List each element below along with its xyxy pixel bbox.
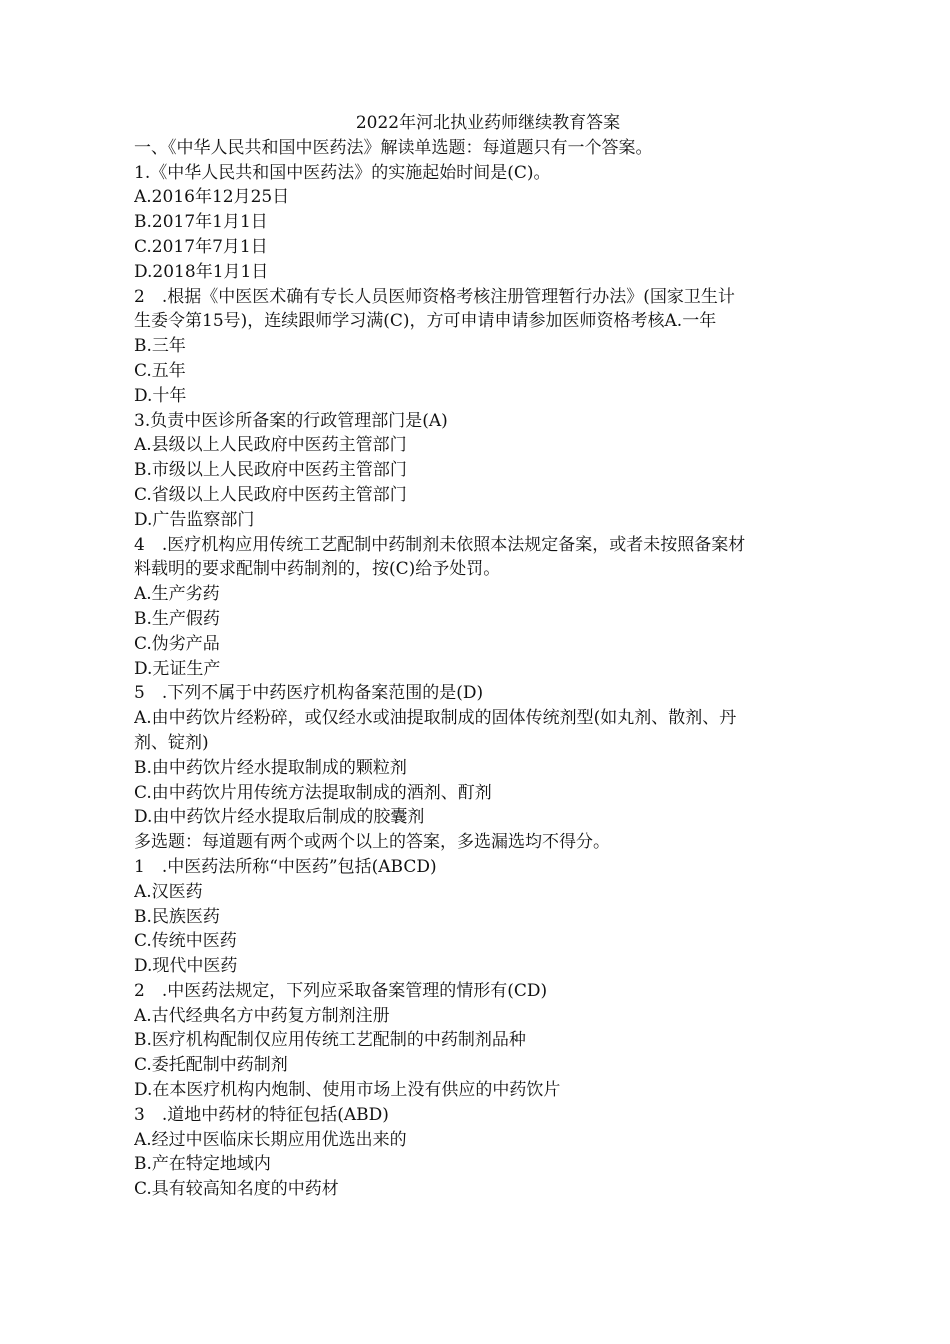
option: A.2016年12月25日 bbox=[134, 187, 290, 208]
option: D.广告监察部门 bbox=[134, 509, 255, 530]
option: C.委托配制中药制剂 bbox=[134, 1055, 288, 1076]
question-4-continued: 料载明的要求配制中药制剂的，按(C)给予处罚。 bbox=[134, 559, 501, 580]
multi-question-3: 3 .道地中药材的特征包括(ABD) bbox=[134, 1104, 389, 1125]
multi-question-1: 1 .中医药法所称“中医药”包括(ABCD) bbox=[134, 856, 437, 877]
section-heading-multiple-choice: 多选题：每道题有两个或两个以上的答案，多选漏选均不得分。 bbox=[134, 832, 610, 853]
option: B.三年 bbox=[134, 336, 186, 357]
option: C.传统中医药 bbox=[134, 931, 237, 952]
option: C.由中药饮片用传统方法提取制成的酒剂、酊剂 bbox=[134, 782, 492, 803]
option-continued: 剂、锭剂) bbox=[134, 732, 209, 753]
question-2-continued: 生委令第15号)，连续跟师学习满(C)，方可申请申请参加医师资格考核A.一年 bbox=[134, 311, 717, 332]
option: A.由中药饮片经粉碎，或仅经水或油提取制成的固体传统剂型(如丸剂、散剂、丹 bbox=[134, 708, 737, 729]
option: A.古代经典名方中药复方制剂注册 bbox=[134, 1005, 390, 1026]
option: A.县级以上人民政府中医药主管部门 bbox=[134, 435, 407, 456]
option: A.经过中医临床长期应用优选出来的 bbox=[134, 1129, 407, 1150]
option: A.生产劣药 bbox=[134, 584, 220, 605]
option: B.由中药饮片经水提取制成的颗粒剂 bbox=[134, 757, 407, 778]
option: D.由中药饮片经水提取后制成的胶囊剂 bbox=[134, 807, 425, 828]
option: D.十年 bbox=[134, 385, 187, 406]
option: C.伪劣产品 bbox=[134, 633, 220, 654]
option: C.五年 bbox=[134, 360, 186, 381]
multi-question-2: 2 .中医药法规定，下列应采取备案管理的情形有(CD) bbox=[134, 980, 548, 1001]
document-body bbox=[134, 111, 824, 1202]
option: C.省级以上人民政府中医药主管部门 bbox=[134, 484, 407, 505]
option: D.在本医疗机构内炮制、使用市场上没有供应的中药饮片 bbox=[134, 1080, 561, 1101]
option: D.无证生产 bbox=[134, 658, 221, 679]
option: D.2018年1月1日 bbox=[134, 261, 269, 282]
section-heading-single-choice: 一、《中华人民共和国中医药法》解读单选题：每道题只有一个答案。 bbox=[134, 137, 653, 158]
option: B.2017年1月1日 bbox=[134, 212, 268, 233]
option: B.生产假药 bbox=[134, 608, 220, 629]
question-1: 1.《中华人民共和国中医药法》的实施起始时间是(C)。 bbox=[134, 162, 551, 183]
option: B.民族医药 bbox=[134, 906, 220, 927]
question-2: 2 .根据《中医医术确有专长人员医师资格考核注册管理暂行办法》(国家卫生计 bbox=[134, 286, 735, 307]
option: B.产在特定地域内 bbox=[134, 1154, 271, 1175]
question-5: 5 .下列不属于中药医疗机构备案范围的是(D) bbox=[134, 683, 484, 704]
option: C.2017年7月1日 bbox=[134, 236, 268, 257]
option: C.具有较高知名度的中药材 bbox=[134, 1179, 339, 1200]
option: B.医疗机构配制仅应用传统工艺配制的中药制剂品种 bbox=[134, 1030, 526, 1051]
document-title: 2022年河北执业药师继续教育答案 bbox=[355, 113, 621, 133]
question-3: 3.负责中医诊所备案的行政管理部门是(A) bbox=[134, 410, 448, 431]
question-4: 4 .医疗机构应用传统工艺配制中药制剂未依照本法规定备案，或者未按照备案材 bbox=[134, 534, 746, 555]
option: D.现代中医药 bbox=[134, 956, 238, 977]
option: B.市级以上人民政府中医药主管部门 bbox=[134, 460, 407, 481]
option: A.汉医药 bbox=[134, 881, 203, 902]
